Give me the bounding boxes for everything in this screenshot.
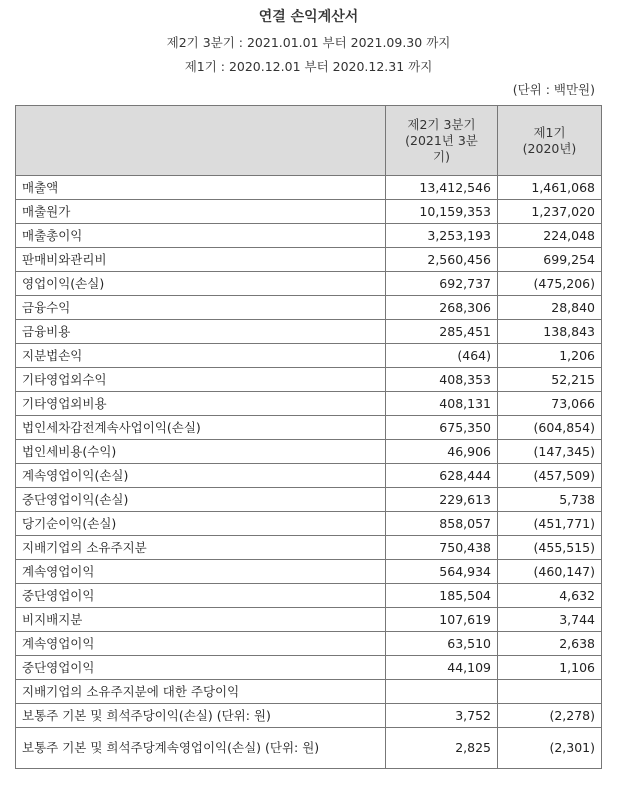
header-current-line: 기) (433, 148, 450, 164)
current-value: 2,560,456 (386, 248, 498, 272)
account-label: 매출총이익 (16, 224, 386, 248)
current-value: 46,906 (386, 440, 498, 464)
current-value: 2,825 (386, 728, 498, 769)
period-current: 제2기 3분기 : 2021.01.01 부터 2021.09.30 까지 (166, 35, 451, 50)
prior-value: (475,206) (498, 272, 602, 296)
prior-value: (460,147) (498, 560, 602, 584)
current-value: 750,438 (386, 536, 498, 560)
current-value: 675,350 (386, 416, 498, 440)
income-statement-table (15, 105, 602, 769)
table-row (16, 704, 602, 728)
table-row (16, 176, 602, 200)
current-value: 692,737 (386, 272, 498, 296)
prior-value: 4,632 (498, 584, 602, 608)
table-row (16, 392, 602, 416)
account-label: 영업이익(손실) (16, 272, 386, 296)
table-row (16, 416, 602, 440)
current-value: 44,109 (386, 656, 498, 680)
account-label: 금융비용 (16, 320, 386, 344)
prior-value: (451,771) (498, 512, 602, 536)
statement-title: 연결 손익계산서 (258, 9, 359, 25)
unit-label: (단위 : 백만원) (512, 82, 595, 97)
current-value: 564,934 (386, 560, 498, 584)
account-label: 중단영업이익(손실) (16, 488, 386, 512)
table-row (16, 680, 602, 704)
current-value: 10,159,353 (386, 200, 498, 224)
prior-value: 1,106 (498, 656, 602, 680)
table-row (16, 536, 602, 560)
account-label: 매출액 (16, 176, 386, 200)
account-label: 당기순이익(손실) (16, 512, 386, 536)
account-label: 법인세비용(수익) (16, 440, 386, 464)
current-value: 3,752 (386, 704, 498, 728)
header-current-line: (2021년 3분 (405, 132, 478, 148)
account-label: 계속영업이익 (16, 560, 386, 584)
header-prior-line: (2020년) (522, 140, 577, 156)
prior-value: (2,301) (498, 728, 602, 769)
table-row (16, 296, 602, 320)
table-row (16, 224, 602, 248)
account-label: 중단영업이익 (16, 656, 386, 680)
prior-value: (457,509) (498, 464, 602, 488)
current-value: 858,057 (386, 512, 498, 536)
account-label: 기타영업외수익 (16, 368, 386, 392)
account-label: 중단영업이익 (16, 584, 386, 608)
current-value: 408,353 (386, 368, 498, 392)
account-label: 계속영업이익 (16, 632, 386, 656)
table-row (16, 272, 602, 296)
account-label: 금융수익 (16, 296, 386, 320)
current-value: 285,451 (386, 320, 498, 344)
table-row (16, 440, 602, 464)
table-row (16, 368, 602, 392)
prior-value: (455,515) (498, 536, 602, 560)
header-prior-period (498, 106, 602, 176)
current-value: 13,412,546 (386, 176, 498, 200)
table-row (16, 560, 602, 584)
current-value: 3,253,193 (386, 224, 498, 248)
table-row (16, 512, 602, 536)
current-value: 628,444 (386, 464, 498, 488)
account-label: 보통주 기본 및 희석주당이익(손실) (단위: 원) (16, 704, 386, 728)
period-prior: 제1기 : 2020.12.01 부터 2020.12.31 까지 (184, 59, 433, 74)
prior-value: 5,738 (498, 488, 602, 512)
table-row (16, 632, 602, 656)
current-value: 229,613 (386, 488, 498, 512)
account-label: 지분법손익 (16, 344, 386, 368)
table-row (16, 584, 602, 608)
prior-value: (147,345) (498, 440, 602, 464)
current-value: 268,306 (386, 296, 498, 320)
table-row (16, 200, 602, 224)
prior-value: 1,206 (498, 344, 602, 368)
header-row (16, 106, 602, 176)
account-label: 비지배지분 (16, 608, 386, 632)
prior-value: 1,461,068 (498, 176, 602, 200)
header-current-period (386, 106, 498, 176)
current-value (386, 680, 498, 704)
table-row (16, 728, 602, 769)
prior-value: 138,843 (498, 320, 602, 344)
table-row (16, 608, 602, 632)
current-value: 107,619 (386, 608, 498, 632)
account-label: 판매비와관리비 (16, 248, 386, 272)
current-value: (464) (386, 344, 498, 368)
prior-value: 28,840 (498, 296, 602, 320)
account-label: 계속영업이익(손실) (16, 464, 386, 488)
prior-value: 52,215 (498, 368, 602, 392)
account-label: 기타영업외비용 (16, 392, 386, 416)
account-label: 지배기업의 소유주지분 (16, 536, 386, 560)
header-current-line: 제2기 3분기 (407, 116, 476, 132)
prior-value: (2,278) (498, 704, 602, 728)
account-label: 보통주 기본 및 희석주당계속영업이익(손실) (단위: 원) (16, 728, 386, 769)
prior-value: 1,237,020 (498, 200, 602, 224)
table-row (16, 344, 602, 368)
table-row (16, 464, 602, 488)
current-value: 63,510 (386, 632, 498, 656)
account-label: 지배기업의 소유주지분에 대한 주당이익 (16, 680, 386, 704)
prior-value: (604,854) (498, 416, 602, 440)
account-label: 법인세차감전계속사업이익(손실) (16, 416, 386, 440)
prior-value: 699,254 (498, 248, 602, 272)
prior-value: 224,048 (498, 224, 602, 248)
table-row (16, 656, 602, 680)
header-corner-cell (16, 106, 386, 176)
prior-value: 2,638 (498, 632, 602, 656)
current-value: 185,504 (386, 584, 498, 608)
header-prior-line: 제1기 (533, 124, 566, 140)
table-row (16, 488, 602, 512)
prior-value: 73,066 (498, 392, 602, 416)
prior-value (498, 680, 602, 704)
table-row (16, 320, 602, 344)
current-value: 408,131 (386, 392, 498, 416)
prior-value: 3,744 (498, 608, 602, 632)
table-row (16, 248, 602, 272)
account-label: 매출원가 (16, 200, 386, 224)
